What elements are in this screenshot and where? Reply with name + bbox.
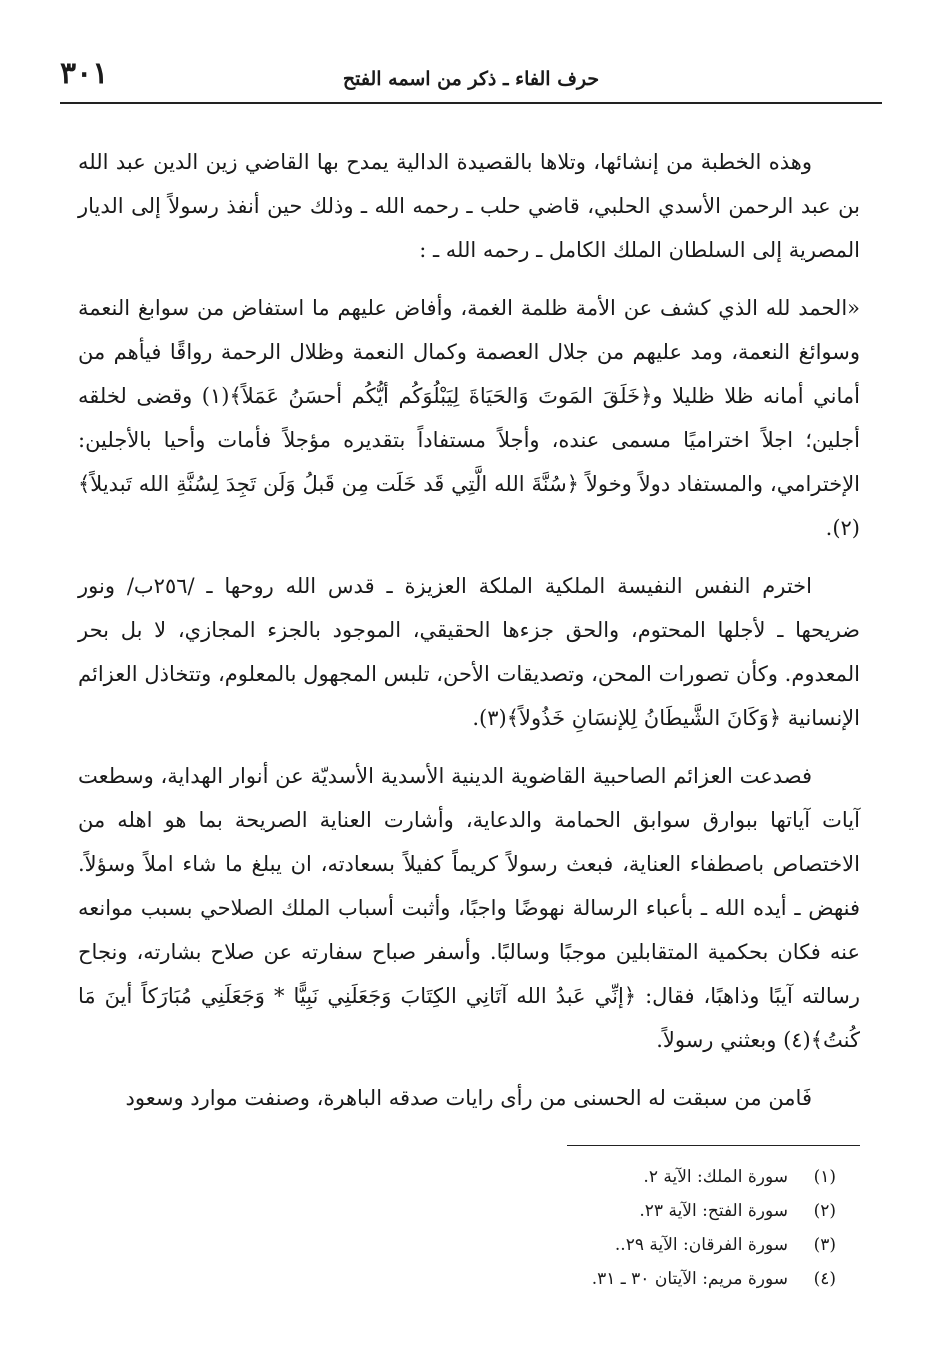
main-text bbox=[78, 140, 860, 1134]
footnotes bbox=[456, 1160, 836, 1296]
running-title: حرف الفاء ـ ذكر من اسمه الفتح bbox=[342, 68, 600, 90]
paragraph: وهذه الخطبة من إنشائها، وتلاها بالقصيدة الدالية يمدح بها القاضي زين الدين عبد الله بن عبد الرحمن الأسدي الحلبي، قاضي حلب ـ رحمه الله ـ وذلك حين أنفذ رسولاً إلى الديار المصرية إلى السلطان الملك الكامل ـ رحمه الله ـ : bbox=[78, 150, 860, 262]
footnote-number: (٢) bbox=[813, 1201, 836, 1221]
footnote-text: سورة الملك: الآية ٢. bbox=[643, 1167, 788, 1187]
footnote-item bbox=[456, 1160, 836, 1194]
footnote-item bbox=[456, 1228, 836, 1262]
header-rule bbox=[60, 102, 882, 104]
footnote-text: سورة الفتح: الآية ٢٣. bbox=[639, 1201, 788, 1221]
paragraph: فصدعت العزائم الصاحبية القاضوية الدينية الأسدية الأسديّة عن أنوار الهداية، وسطعت آيات آياتها ببوارق سوابق الحمامة والدعاية، وأشارت العناية الصريحة بما هو اهله من الاختصاص باصطفاء العناية، فبعث رسولاً كريماً كفيلاً بسعادته، ان يبلغ ما شاء املاً وسؤلاً. فنهض ـ أيده الله ـ بأعباء الرسالة نهوضًا واجبًا، وأثبت أسباب الملك الصلاحي بسبب موانعه عنه فكان بحكمية المتقابلين موجبًا وسالبًا. وأسفر صباح سفارته عن صلاح بشارته، ونجاح رسالته آيبًا وذاهبًا، فقال: ﴿إنِّي عَبدُ الله آتَانِي الكِتَابَ وَجَعَلَنِي نَبِيًّا * وَجَعَلَنِي مُبَارَكاً أينَ مَا كُنتُ﴾(٤) وبعثني رسولاً. bbox=[78, 764, 860, 1052]
paragraph: اخترم النفس النفيسة الملكية الملكة العزيزة ـ قدس الله روحها ـ /٢٥٦ب/ ونور ضريحها ـ لأجلها المحتوم، والحق جزءها الحقيقي، الموجود بالجزء المجازي، لا بل بحر المعدوم. وكأن تصورات المحن، وتصديقات الأحن، تلبس المجهول بالمعلوم، وتتخاذل العزائم الإنسانية ﴿وَكَانَ الشَّيطَانُ لِلإنسَانِ خَذُولاً﴾(٣). bbox=[78, 574, 860, 730]
footnote-text: سورة الفرقان: الآية ٢٩.. bbox=[614, 1235, 788, 1255]
footnote-number: (٣) bbox=[813, 1235, 836, 1255]
page-header bbox=[60, 58, 882, 106]
footnote-divider bbox=[567, 1145, 860, 1146]
footnote-number: (٤) bbox=[813, 1269, 836, 1289]
footnote-item bbox=[456, 1194, 836, 1228]
footnote-text: سورة مريم: الآيتان ٣٠ ـ ٣١. bbox=[591, 1269, 788, 1289]
paragraph: «الحمد لله الذي كشف عن الأمة ظلمة الغمة، وأفاض عليهم ما استفاض من سوابغ النعمة وسوائغ النعمة، ومد عليهم من جلال العصمة وكمال النعمة وظلال الرحمة رواقًا فيأهم من أماني أمانه ظلا ظليلا و﴿خَلَقَ المَوتَ وَالحَيَاةَ لِيَبْلُوَكُم أيُّكُم أحسَنُ عَمَلاً﴾(١) وقضى لخلقه أجلين؛ اجلاً اختراميًا مسمى عنده، وأجلاً مستفاداً بتقديره مؤجلاً فأمات وأحيا بالأجلين: الإخترامي، والمستفاد دولاً وخولاً ﴿سُنَّةَ الله الَّتِي قَد خَلَت مِن قَبلُ وَلَن تَجِدَ لِسُنَّةِ الله تَبديلاً﴾(٢). bbox=[78, 296, 860, 540]
footnote-number: (١) bbox=[813, 1167, 836, 1187]
paragraph: فَامن من سبقت له الحسنى من رأى رايات صدقه الباهرة، وصنفت موارد وسعود bbox=[125, 1086, 812, 1110]
footnote-item bbox=[456, 1262, 836, 1296]
page-number: ٣٠١ bbox=[60, 56, 109, 91]
